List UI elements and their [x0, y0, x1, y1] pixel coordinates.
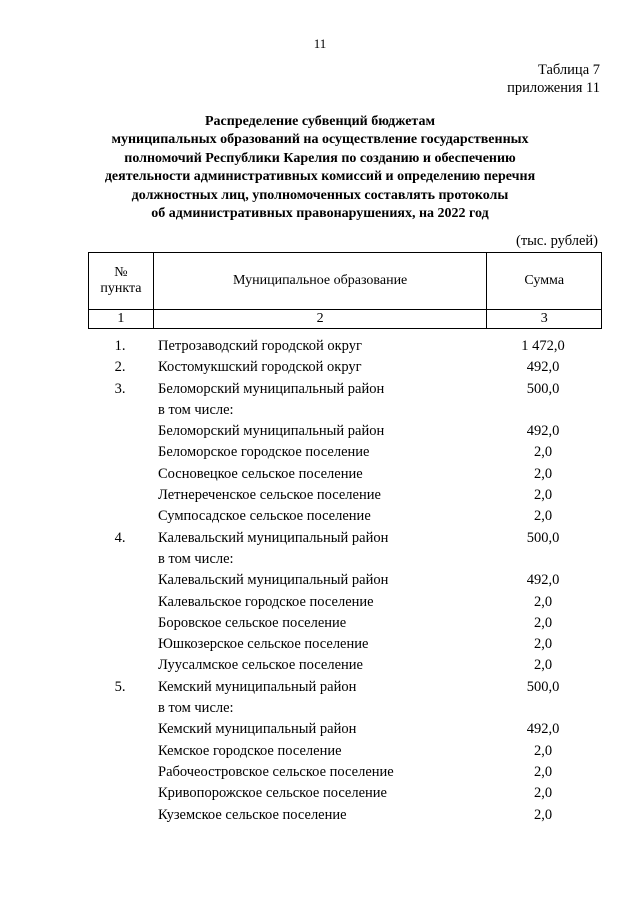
document-title	[60, 113, 580, 223]
row-amount: 2,0	[533, 465, 553, 482]
row-amount: 492,0	[526, 423, 560, 440]
row-amount: 2,0	[533, 593, 553, 610]
row-municipality: Кемский муниципальный район	[158, 721, 357, 738]
table-row	[88, 677, 602, 698]
column-index-1: 1	[89, 310, 154, 329]
title-line: деятельности административных комиссий и определению перечня	[104, 169, 536, 185]
table-row	[88, 783, 602, 804]
table-row	[88, 592, 602, 613]
row-municipality: Рабочеостровское сельское поселение	[158, 763, 394, 780]
table-row	[88, 698, 602, 719]
table-row	[88, 421, 602, 442]
table-row	[88, 549, 602, 570]
row-municipality: Луусалмское сельское поселение	[158, 657, 363, 674]
row-number: 2.	[114, 359, 126, 376]
row-amount: 2,0	[533, 444, 553, 461]
row-municipality: в том числе:	[158, 700, 234, 717]
table-row	[88, 634, 602, 655]
column-index-2: 2	[153, 310, 487, 329]
row-municipality: Кривопорожское сельское поселение	[158, 785, 387, 802]
table-row	[88, 336, 602, 357]
table-label: Таблица 7	[537, 62, 600, 78]
header-number-cell	[89, 253, 154, 310]
row-municipality: Кемское городское поселение	[158, 742, 342, 759]
row-municipality: Калевальский муниципальный район	[158, 572, 389, 589]
row-municipality: Беломорский муниципальный район	[158, 423, 385, 440]
column-index-3: 3	[487, 310, 602, 329]
table-header	[88, 252, 602, 329]
units-note: (тыс. рублей)	[516, 233, 598, 249]
appendix-label: приложения 11	[507, 80, 600, 96]
row-amount: 2,0	[533, 508, 553, 525]
row-number: 5.	[114, 678, 126, 695]
row-amount: 2,0	[533, 657, 553, 674]
table-row	[88, 719, 602, 740]
header-number-label: пункта	[100, 281, 142, 296]
row-amount: 492,0	[526, 359, 560, 376]
row-number: 1.	[114, 338, 126, 354]
table-row	[88, 464, 602, 485]
page-number: 11	[313, 36, 327, 51]
row-amount: 492,0	[526, 572, 560, 589]
row-amount: 500,0	[526, 529, 560, 546]
row-municipality: Сумпосадское сельское поселение	[158, 508, 371, 525]
row-municipality: Беломорское городское поселение	[158, 444, 370, 461]
row-amount: 492,0	[526, 721, 560, 738]
row-amount: 1 472,0	[521, 338, 565, 354]
row-amount: 2,0	[533, 636, 553, 653]
row-amount: 2,0	[533, 785, 553, 802]
row-number: 3.	[114, 380, 126, 397]
row-amount: 2,0	[533, 742, 553, 759]
row-municipality: Беломорский муниципальный район	[158, 380, 385, 397]
table-reference	[507, 61, 600, 97]
row-amount: 2,0	[533, 763, 553, 780]
title-line: муниципальных образований на осуществление государственных	[111, 132, 529, 148]
title-line: Распределение субвенций бюджетам	[205, 114, 435, 129]
row-number: 4.	[114, 529, 126, 546]
row-municipality: Летнереченское сельское поселение	[158, 487, 381, 504]
title-line: полномочий Республики Карелия по созданию и обеспечению	[124, 150, 516, 166]
row-municipality: в том числе:	[158, 550, 234, 567]
row-municipality: Петрозаводский городской округ	[158, 338, 362, 354]
table-row	[88, 613, 602, 634]
table-row	[88, 485, 602, 506]
row-municipality: Калевальское городское поселение	[158, 593, 374, 610]
table-row	[88, 400, 602, 421]
table-row	[88, 741, 602, 762]
table-body	[88, 336, 602, 826]
row-municipality: Костомукшский городской округ	[158, 359, 362, 376]
title-line: должностных лиц, уполномоченных составлять протоколы	[131, 187, 509, 203]
title-line: об административных правонарушениях, на 2022 год	[151, 206, 489, 222]
row-municipality: Юшкозерское сельское поселение	[158, 636, 369, 653]
row-amount: 2,0	[533, 806, 553, 823]
table-row	[88, 357, 602, 378]
row-amount: 2,0	[533, 487, 553, 504]
header-amount: Сумма	[487, 253, 602, 310]
row-municipality: Кемский муниципальный район	[158, 678, 357, 695]
table-row	[88, 762, 602, 783]
table-row	[88, 805, 602, 826]
row-municipality: Боровское сельское поселение	[158, 614, 347, 631]
table-row	[88, 528, 602, 549]
header-municipality: Муниципальное образование	[153, 253, 487, 310]
table-row	[88, 506, 602, 527]
row-amount: 2,0	[533, 614, 553, 631]
row-municipality: Куземское сельское поселение	[158, 806, 347, 823]
row-amount: 500,0	[526, 678, 560, 695]
row-municipality: в том числе:	[158, 401, 234, 418]
row-municipality: Сосновецкое сельское поселение	[158, 465, 363, 482]
table-row	[88, 442, 602, 463]
row-municipality: Калевальский муниципальный район	[158, 529, 389, 546]
table-row	[88, 379, 602, 400]
header-number-sign: №	[114, 265, 128, 280]
row-amount: 500,0	[526, 380, 560, 397]
table-row	[88, 570, 602, 591]
table-row	[88, 655, 602, 676]
